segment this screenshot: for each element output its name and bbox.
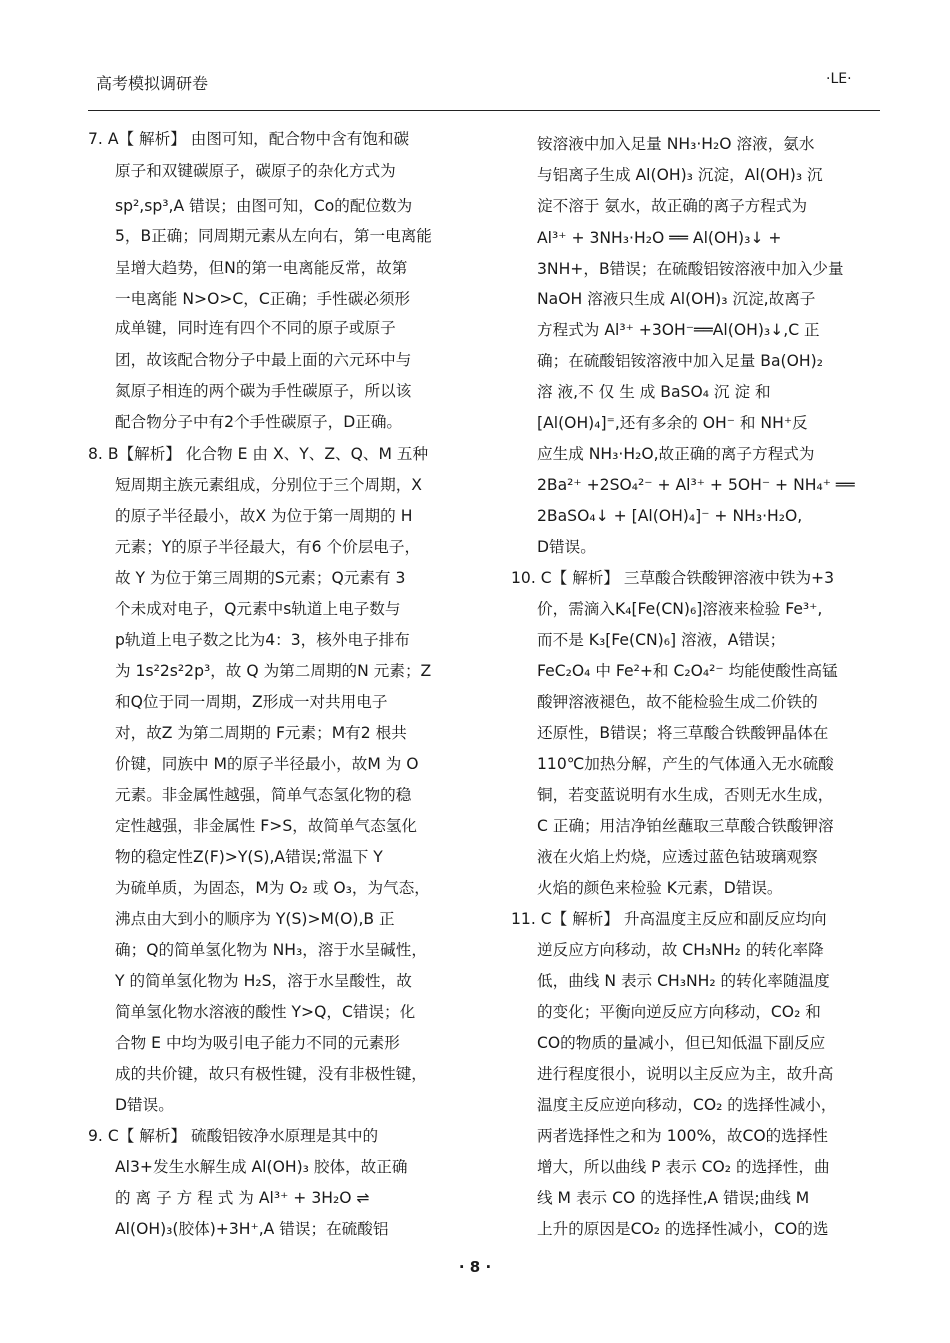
text-line: 线 M 表示 CO 的选择性,A 错误;曲线 M — [537, 1189, 810, 1207]
text-line: 成的共价键，故只有极性键，没有非极性键， — [115, 1065, 427, 1083]
text-line: 团，故该配合物分子中最上面的六元环中与 — [115, 351, 412, 369]
text-line: 与铝离子生成 Al(OH)₃ 沉淀，Al(OH)₃ 沉 — [537, 166, 823, 184]
text-line: 沸点由大到小的顺序为 Y(S)>M(O),B 正 — [115, 910, 395, 928]
text-line: 确；Q的简单氢化物为 NH₃，溶于水呈碱性， — [115, 941, 427, 959]
text-line: Al³⁺ + 3NH₃·H₂O ══ Al(OH)₃↓ + — [537, 229, 782, 247]
text-line: 和Q位于同一周期，Z形成一对共用电子 — [115, 693, 388, 711]
text-line: 还原性，B错误；将三草酸合铁酸钾晶体在 — [537, 724, 829, 742]
text-line: 2Ba²⁺ +2SO₄²⁻ + Al³⁺ + 5OH⁻ + NH₄⁺ ══ — [537, 476, 855, 494]
text-line: 铜，若变蓝说明有水生成，否则无水生成， — [537, 786, 834, 804]
text-line: 对，故Z 为第二周期的 F元素；M有2 根共 — [115, 724, 407, 742]
text-line: 价键，同族中 M的原子半径最小，故M 为 O — [115, 755, 419, 773]
text-line: 确；在硫酸铝铵溶液中加入足量 Ba(OH)₂ — [537, 352, 823, 370]
text-line: 9. C【 解析】 硫酸铝铵净水原理是其中的 — [88, 1127, 379, 1145]
text-line: 短周期主族元素组成，分别位于三个周期，X — [115, 476, 422, 494]
text-line: 物的稳定性Z(F)>Y(S),A错误;常温下 Y — [115, 848, 383, 866]
text-line: Al3+发生水解生成 Al(OH)₃ 胶体，故正确 — [115, 1158, 408, 1176]
text-line: 氮原子相连的两个碳为手性碳原子，所以该 — [115, 382, 412, 400]
text-line: 为 1s²2s²2p³，故 Q 为第二周期的N 元素；Z — [115, 662, 432, 680]
text-line: 呈增大趋势，但N的第一电离能反常，故第 — [115, 259, 408, 277]
text-line: 溶 液,不 仅 生 成 BaSO₄ 沉 淀 和 — [537, 383, 771, 401]
text-line: 进行程度很小，说明以主反应为主，故升高 — [537, 1065, 834, 1083]
page-header-mark: ·LE· — [826, 71, 852, 87]
text-line: 方程式为 Al³⁺ +3OH⁻══Al(OH)₃↓,C 正 — [537, 321, 820, 339]
text-line: 元素。非金属性越强，简单气态氢化物的稳 — [115, 786, 412, 804]
text-line: 为硫单质，为固态，M为 O₂ 或 O₃，为气态， — [115, 879, 430, 897]
text-line: 个未成对电子，Q元素中s轨道上电子数与 — [115, 600, 401, 618]
text-line: 逆反应方向移动，故 CH₃NH₂ 的转化率降 — [537, 941, 824, 959]
text-line: 定性越强，非金属性 F>S，故简单气态氢化 — [115, 817, 417, 835]
text-line: 两者选择性之和为 100%，故CO的选择性 — [537, 1127, 829, 1145]
text-line: 而不是 K₃[Fe(CN)₆] 溶液，A错误； — [537, 631, 786, 649]
text-line: NaOH 溶液只生成 Al(OH)₃ 沉淀,故离子 — [537, 290, 816, 308]
text-line: CO的物质的量减小，但已知低温下副反应 — [537, 1034, 826, 1052]
text-line: 8. B【解析】 化合物 E 由 X、Y、Z、Q、M 五种 — [88, 445, 429, 463]
text-line: 11. C【 解析】 升高温度主反应和副反应均向 — [511, 910, 827, 928]
text-line: 增大，所以曲线 P 表示 CO₂ 的选择性，曲 — [537, 1158, 830, 1176]
text-line: 的变化；平衡向逆反应方向移动，CO₂ 和 — [537, 1003, 821, 1021]
text-line: 温度主反应逆向移动，CO₂ 的选择性减小， — [537, 1096, 837, 1114]
text-line: 合物 E 中均为吸引电子能力不同的元素形 — [115, 1034, 400, 1052]
header-rule — [88, 110, 880, 111]
text-line: 上升的原因是CO₂ 的选择性减小，CO的选 — [537, 1220, 829, 1238]
text-line: 价，需滴入K₄[Fe(CN)₆]溶液来检验 Fe³⁺, — [537, 600, 823, 618]
text-line: p轨道上电子数之比为4：3，核外电子排布 — [115, 631, 410, 649]
text-line: Y 的简单氢化物为 H₂S，溶于水呈酸性，故 — [115, 972, 412, 990]
text-line: C 正确；用洁净铂丝蘸取三草酸合铁酸钾溶 — [537, 817, 834, 835]
text-line: [Al(OH)₄]⁼,还有多余的 OH⁻ 和 NH⁺反 — [537, 414, 808, 432]
text-line: 元素；Y的原子半径最大，有6 个价层电子， — [115, 538, 421, 556]
text-line: 故 Y 为位于第三周期的S元素；Q元素有 3 — [115, 569, 406, 587]
text-line: 应生成 NH₃·H₂O,故正确的离子方程式为 — [537, 445, 815, 463]
text-line: Al(OH)₃(胶体)+3H⁺,A 错误；在硫酸铝 — [115, 1220, 389, 1238]
text-line: 火焰的颜色来检验 K元素，D错误。 — [537, 879, 783, 897]
text-line: D错误。 — [115, 1096, 174, 1114]
text-line: 酸钾溶液褪色，故不能检验生成二价铁的 — [537, 693, 818, 711]
text-line: sp²,sp³,A 错误；由图可知，Co的配位数为 — [115, 197, 413, 215]
text-line: 10. C【 解析】 三草酸合铁酸钾溶液中铁为+3 — [511, 569, 835, 587]
text-line: 7. A【 解析】 由图可知，配合物中含有饱和碳 — [88, 130, 410, 148]
text-line: 2BaSO₄↓ + [Al(OH)₄]⁻ + NH₃·H₂O, — [537, 507, 803, 525]
text-line: 5，B正确；同周期元素从左向右，第一电离能 — [115, 227, 432, 245]
text-line: 淀不溶于 氨水，故正确的离子方程式为 — [537, 197, 808, 215]
text-line: 的原子半径最小，故X 为位于第一周期的 H — [115, 507, 413, 525]
text-line: 铵溶液中加入足量 NH₃·H₂O 溶液，氨水 — [537, 135, 815, 153]
text-line: FeC₂O₄ 中 Fe²+和 C₂O₄²⁻ 均能使酸性高锰 — [537, 662, 838, 680]
text-line: 原子和双键碳原子，碳原子的杂化方式为 — [115, 162, 396, 180]
text-line: D错误。 — [537, 538, 596, 556]
text-line: 液在火焰上灼烧，应透过蓝色钴玻璃观察 — [537, 848, 818, 866]
page-header-title: 高考模拟调研卷 — [96, 74, 209, 93]
text-line: 的 离 子 方 程 式 为 Al³⁺ + 3H₂O ⇌ — [115, 1189, 370, 1207]
page-number: · 8 · — [458, 1258, 492, 1276]
text-line: 配合物分子中有2个手性碳原子，D正确。 — [115, 413, 403, 431]
text-line: 成单键，同时连有四个不同的原子或原子 — [115, 319, 396, 337]
text-line: 3NH+，B错误；在硫酸铝铵溶液中加入少量 — [537, 260, 844, 278]
text-line: 一电离能 N>O>C，C正确；手性碳必须形 — [115, 290, 411, 308]
text-line: 110℃加热分解，产生的气体通入无水硫酸 — [537, 755, 834, 773]
text-line: 简单氢化物水溶液的酸性 Y>Q，C错误；化 — [115, 1003, 416, 1021]
text-line: 低，曲线 N 表示 CH₃NH₂ 的转化率随温度 — [537, 972, 830, 990]
